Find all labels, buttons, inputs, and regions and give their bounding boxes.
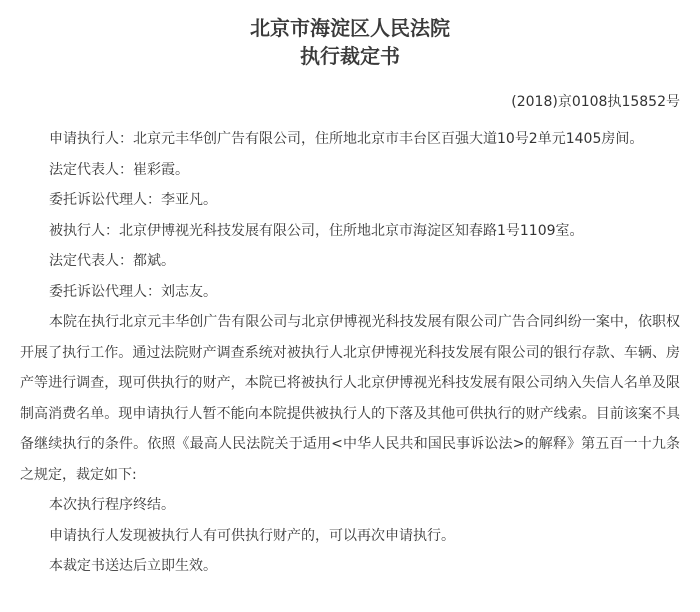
applicant-legal-rep-paragraph: 法定代表人：崔彩霞。: [49, 161, 189, 178]
document-type-title: 执行裁定书: [300, 44, 400, 68]
respondent-agent-paragraph: 委托诉讼代理人：刘志友。: [49, 283, 217, 300]
document-body: [20, 124, 680, 582]
respondent-paragraph: 被执行人：北京伊博视光科技发展有限公司，住所地北京市海淀区知春路1号1109室。: [49, 222, 584, 239]
respondent-legal-rep-paragraph: 法定代表人：都斌。: [49, 253, 175, 269]
case-facts-paragraph: 本院在执行北京元丰华创广告有限公司与北京伊博视光科技发展有限公司广告合同纠纷一案中，依职权开展了执行工作。通过法院财产调查系统对被执行人北京伊博视光科技发展有限公司的银行存款、车辆、房产等进行调查，现可供执行的财产，本院已将被执行人北京伊博视光科技发展有限公司纳入失信人名单及限制高消费名单。现申请执行人暂不能向本院提供被执行人的下落及其他可供执行的财产线索。目前该案不具备继续执行的条件。依照《最高人民法院关于适用<中华人民共和国民事诉讼法>的解释》第五百一十九条之规定，裁定如下:: [20, 314, 680, 483]
applicant-paragraph: 申请执行人：北京元丰华创广告有限公司，住所地北京市丰台区百强大道10号2单元1405房间。: [49, 131, 644, 147]
ruling-item-1: 本次执行程序终结。: [49, 497, 175, 513]
ruling-document: [20, 0, 680, 582]
court-name-title: 北京市海淀区人民法院: [250, 16, 450, 40]
case-number: (2018)京0108执15852号: [511, 94, 680, 110]
ruling-item-2: 申请执行人发现被执行人有可供执行财产的，可以再次申请执行。: [49, 527, 455, 544]
applicant-agent-paragraph: 委托诉讼代理人：李亚凡。: [49, 192, 217, 208]
ruling-effective-paragraph: 本裁定书送达后立即生效。: [49, 558, 217, 574]
